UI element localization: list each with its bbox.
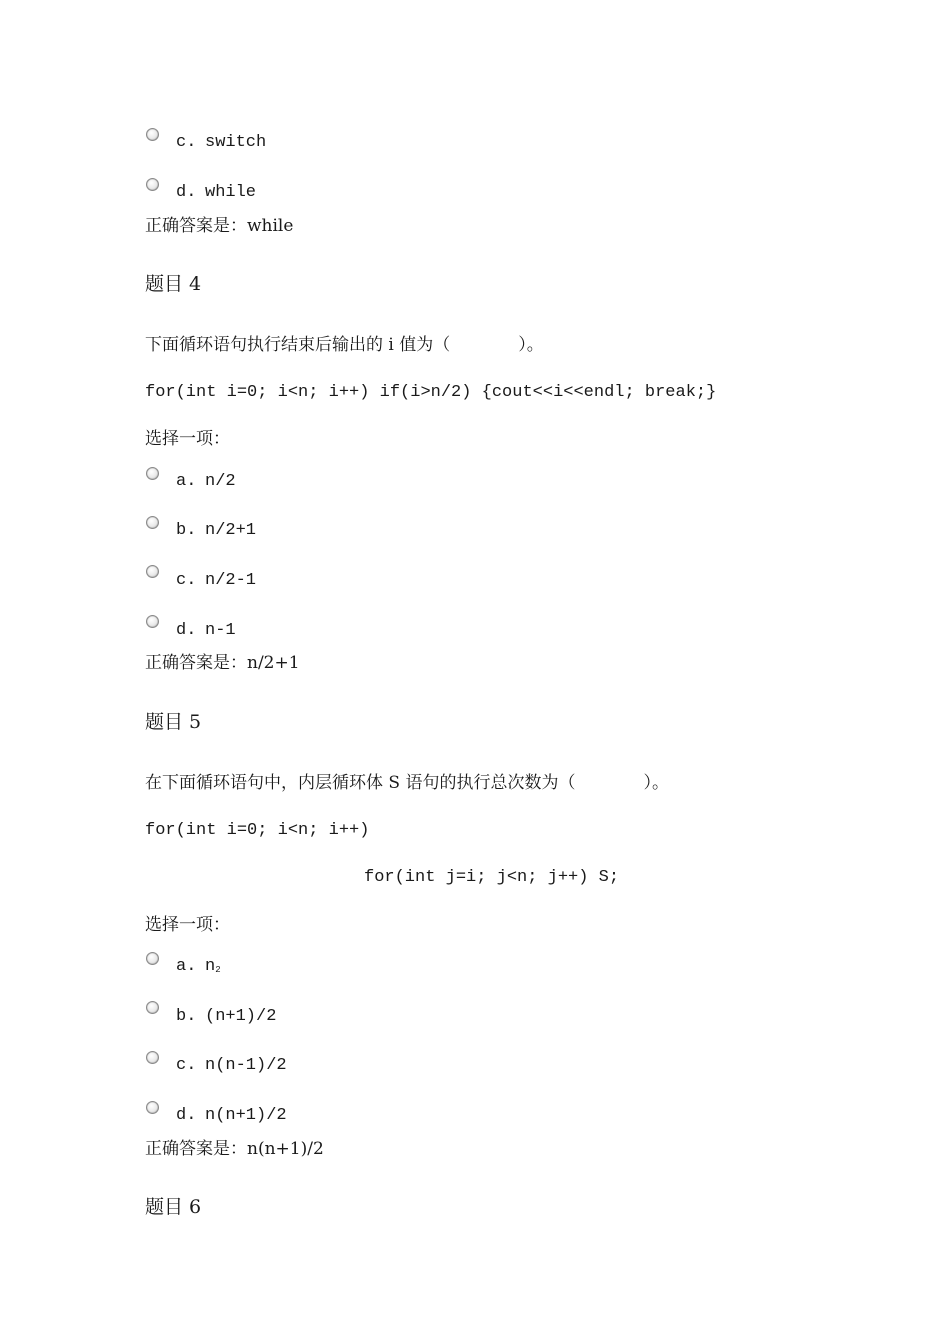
- q5-title: 题目 5: [145, 711, 202, 733]
- q3-option-d-letter: d.: [176, 183, 197, 202]
- q4-option-b-letter: b.: [176, 521, 197, 540]
- q3-option-c-letter: c.: [176, 133, 197, 152]
- q4-code: for(int i=0; i<n; i++) if(i>n/2) {cout<<i<<endl; break;}: [145, 383, 717, 402]
- q5-option-b-letter: b.: [176, 1007, 197, 1026]
- q3-option-d-text: while: [205, 183, 257, 202]
- q4-stem: 下面循环语句执行结束后输出的 i 值为（ ）。: [145, 335, 544, 355]
- q5-option-a-radio[interactable]: [146, 952, 159, 965]
- q4-option-c-radio[interactable]: [146, 565, 159, 578]
- q5-select-label: 选择一项：: [145, 915, 230, 935]
- q5-stem: 在下面循环语句中，内层循环体 S 语句的执行总次数为（ ）。: [145, 773, 669, 793]
- q3-correct-answer: 正确答案是：while: [145, 216, 294, 236]
- q5-option-a-text: [205, 956, 221, 981]
- q5-option-b-radio[interactable]: [146, 1001, 159, 1014]
- q5-option-c-radio[interactable]: [146, 1051, 159, 1064]
- q4-option-d-text: n-1: [205, 621, 236, 640]
- q5-code-line-1: for(int i=0; i<n; i++): [145, 821, 370, 840]
- q4-correct-answer: 正确答案是：n/2+1: [145, 653, 300, 673]
- q4-option-c-text: n/2-1: [205, 571, 257, 590]
- q5-option-d-radio[interactable]: [146, 1101, 159, 1114]
- q4-title: 题目 4: [145, 273, 202, 295]
- q5-option-b-text: (n+1)/2: [205, 1007, 277, 1026]
- q3-option-c-radio[interactable]: [146, 128, 159, 141]
- q5-option-a-superscript: 2: [215, 965, 221, 975]
- q5-correct-answer: 正确答案是：n(n+1)/2: [145, 1139, 324, 1159]
- q4-option-b-radio[interactable]: [146, 516, 159, 529]
- q5-option-c-letter: c.: [176, 1056, 197, 1075]
- q3-option-c-text: switch: [205, 133, 267, 152]
- q4-select-label: 选择一项：: [145, 429, 230, 449]
- q4-option-d-radio[interactable]: [146, 615, 159, 628]
- q5-option-d-text: n(n+1)/2: [205, 1106, 287, 1125]
- q4-option-a-letter: a.: [176, 472, 197, 491]
- q4-option-a-radio[interactable]: [146, 467, 159, 480]
- q5-option-c-text: n(n-1)/2: [205, 1056, 287, 1075]
- q3-option-d-radio[interactable]: [146, 178, 159, 191]
- q5-code-line-2: for(int j=i; j<n; j++) S;: [364, 868, 620, 887]
- q5-option-d-letter: d.: [176, 1106, 197, 1125]
- q5-option-a-letter: a.: [176, 957, 197, 976]
- q4-option-d-letter: d.: [176, 621, 197, 640]
- q6-title: 题目 6: [145, 1196, 202, 1218]
- q4-option-b-text: n/2+1: [205, 521, 257, 540]
- q4-option-c-letter: c.: [176, 571, 197, 590]
- q5-option-a-base: n: [205, 957, 216, 976]
- q4-option-a-text: n/2: [205, 472, 236, 491]
